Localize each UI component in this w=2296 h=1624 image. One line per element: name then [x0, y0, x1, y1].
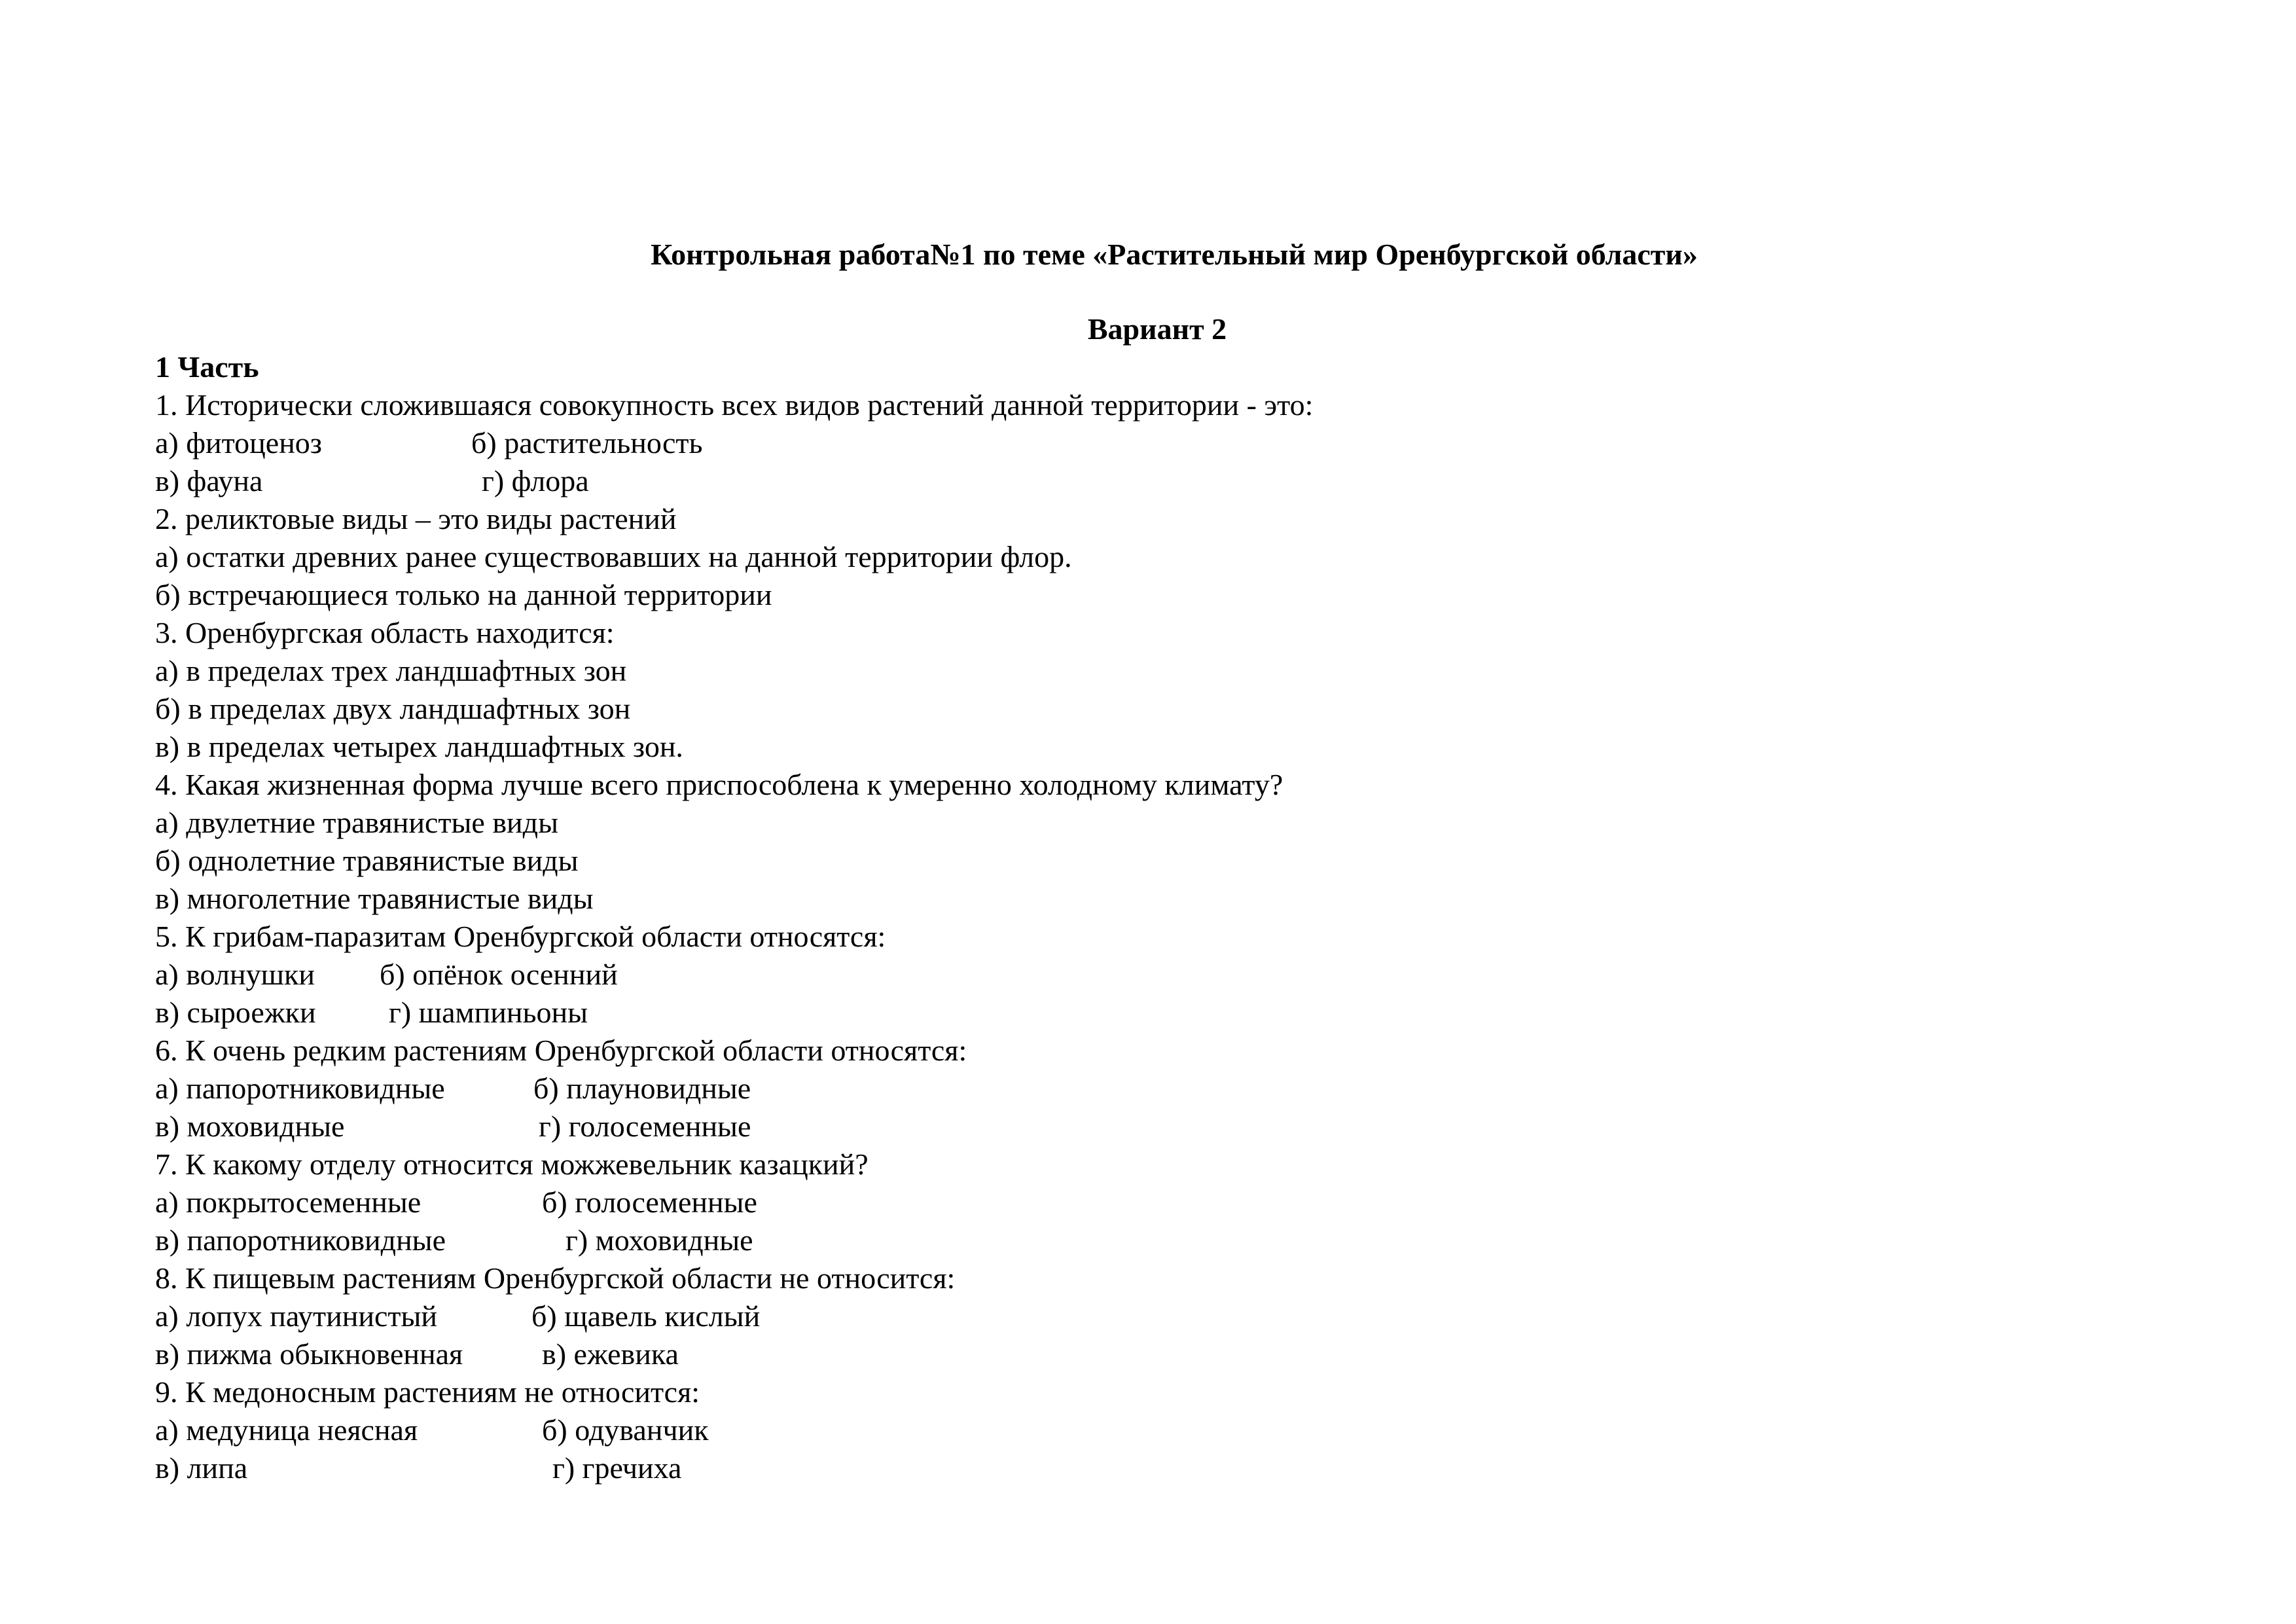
question-3: 3. Оренбургская область находится: — [155, 616, 615, 649]
answer-option: в) фауна — [155, 464, 263, 497]
answer-row — [155, 1070, 2184, 1108]
answer-row — [155, 1108, 2184, 1146]
answer-option: в) сыроежки — [155, 996, 316, 1029]
question-2: 2. реликтовые виды – это виды растений — [155, 502, 677, 535]
answer-option: б) в пределах двух ландшафтных зон — [155, 692, 631, 725]
answer-row — [155, 956, 2184, 994]
question-6: 6. К очень редким растениям Оренбургской области относятся: — [155, 1034, 967, 1067]
question-8: 8. К пищевым растениям Оренбургской области не относится: — [155, 1261, 956, 1295]
question-7: 7. К какому отделу относится можжевельник казацкий? — [155, 1147, 869, 1181]
answer-option: в) в пределах четырех ландшафтных зон. — [155, 730, 683, 763]
answer-row — [155, 1297, 2184, 1335]
answer-row — [155, 1183, 2184, 1221]
answer-option: а) фитоценоз — [155, 426, 322, 460]
answer-option: в) ежевика — [542, 1337, 679, 1371]
answer-option: а) в пределах трех ландшафтных зон — [155, 654, 627, 687]
answer-option: г) флора — [482, 464, 589, 497]
answer-row — [155, 1335, 2184, 1373]
answer-option: б) щавель кислый — [531, 1299, 761, 1333]
answer-option: г) шампиньоны — [389, 996, 588, 1029]
answer-option: б) встречающиеся только на данной территории — [155, 578, 772, 611]
answer-row — [155, 1411, 2184, 1449]
answer-option: б) однолетние травянистые виды — [155, 844, 579, 877]
answer-row — [155, 462, 2184, 500]
variant-heading: Вариант 2 — [1087, 312, 1227, 346]
answer-option: б) опёнок осенний — [380, 958, 618, 991]
answer-option: б) плауновидные — [533, 1072, 751, 1105]
answer-option: а) двулетние травянистые виды — [155, 806, 558, 839]
answer-option: а) лопух паутинистый — [155, 1299, 438, 1333]
answer-option: а) остатки древних ранее существовавших на данной территории флор. — [155, 540, 1072, 573]
answer-option: б) растительность — [471, 426, 703, 460]
document-title: Контрольная работа№1 по теме «Растительный мир Оренбургской области» — [651, 238, 1698, 271]
answer-option: а) покрытосеменные — [155, 1185, 422, 1219]
question-5: 5. К грибам-паразитам Оренбургской области относятся: — [155, 920, 886, 953]
answer-option: в) пижма обыкновенная — [155, 1337, 463, 1371]
answer-option: а) папоротниковидные — [155, 1072, 445, 1105]
answer-option: б) одуванчик — [542, 1413, 709, 1447]
answer-option: в) липа — [155, 1451, 248, 1485]
answer-row — [155, 424, 2184, 462]
question-9: 9. К медоносным растениям не относится: — [155, 1375, 700, 1409]
answer-option: в) многолетние травянистые виды — [155, 882, 594, 915]
answer-row — [155, 994, 2184, 1032]
answer-option: г) моховидные — [565, 1223, 753, 1257]
answer-row — [155, 1449, 2184, 1487]
answer-option: г) гречиха — [552, 1451, 682, 1485]
question-1: 1. Исторически сложившаяся совокупность всех видов растений данной территории - это: — [155, 388, 1314, 422]
answer-option: а) медуница неясная — [155, 1413, 418, 1447]
answer-option: в) моховидные — [155, 1110, 345, 1143]
answer-option: г) голосеменные — [539, 1110, 751, 1143]
answer-option: а) волнушки — [155, 958, 315, 991]
part-heading: 1 Часть — [155, 350, 259, 384]
answer-row — [155, 1221, 2184, 1259]
answer-option: в) папоротниковидные — [155, 1223, 446, 1257]
answer-option: б) голосеменные — [542, 1185, 757, 1219]
question-4: 4. Какая жизненная форма лучше всего приспособлена к умеренно холодному климату? — [155, 768, 1283, 801]
